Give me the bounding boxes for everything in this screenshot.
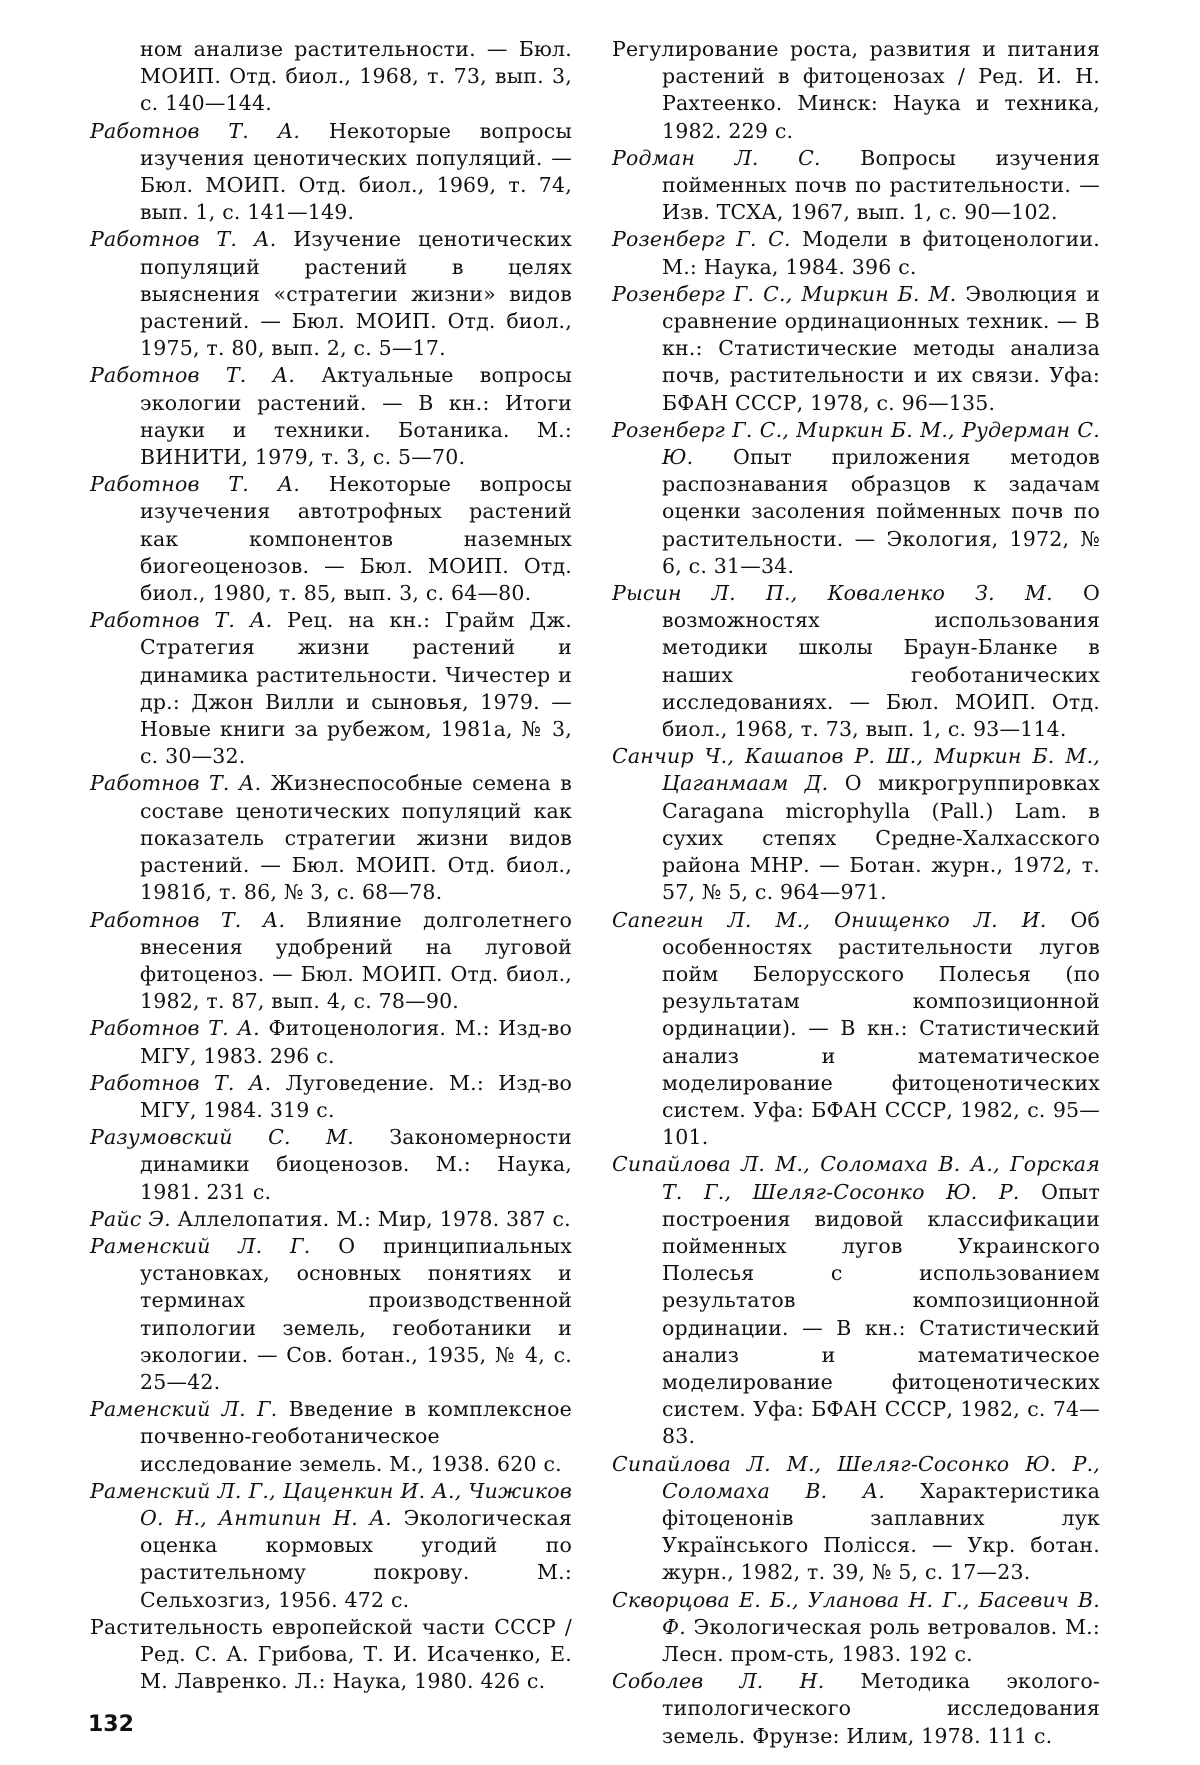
reference-author: Раменский Л. Г., Цаценкин И. А., Чижиков О. Н., Антипин Н. А. [90,1479,572,1530]
reference-entry [612,1151,1100,1450]
reference-entry [612,1587,1100,1669]
reference-author: Розенберг Г. С., Миркин Б. М., Рудерман С. Ю. [612,418,1100,469]
reference-entry [612,417,1100,580]
reference-text: Об особенностях растительности лугов пойм Белорусского Полесья (по результатам композиционной ординации). — В кн.: Статистический анализ и математическое моделирование фитоценотических систем. Уфа: БФАН СССР, 1982, с. 95—101. [662,908,1100,1150]
reference-text: Изучение ценотических популяций растений в целях выяснения «стратегии жизни» видов растений. — Бюл. МОИП. Отд. биол., 1975, т. 80, вып. 2, с. 5—17. [140,227,572,360]
reference-entry [90,226,572,362]
reference-entry [90,1614,572,1696]
reference-text: О возможностях использования методики школы Браун-Бланке в наших геоботанических исследованиях. — Бюл. МОИП. Отд. биол., 1968, т. 73, вып. 1, с. 93—114. [662,581,1100,741]
reference-author: Работнов Т. А. [90,119,300,143]
reference-entry [90,1206,572,1233]
reference-entry [90,1015,572,1069]
reference-entry [90,770,572,906]
reference-author: Сипайлова Л. М., Соломаха В. А., Горская Т. Г., Шеляг-Сосонко Ю. Р. [612,1152,1100,1203]
reference-author: Раменский Л. Г. [90,1397,278,1421]
reference-author: Райс Э. [90,1207,171,1231]
reference-text: Методика эколого-типологического исследования земель. Фрунзе: Илим, 1978. 111 с. [662,1669,1100,1747]
reference-text: Аллелопатия. М.: Мир, 1978. 387 с. [171,1207,571,1231]
reference-text: Фитоценология. М.: Изд-во МГУ, 1983. 296 с. [140,1016,572,1067]
reference-author: Розенберг Г. С. [612,227,791,251]
reference-author: Родман Л. С. [612,146,821,170]
reference-entry [90,1070,572,1124]
reference-entry [612,743,1100,906]
reference-author: Разумовский С. М. [90,1125,354,1149]
reference-text: Растительность европейской части СССР / Ред. С. А. Грибова, Т. И. Исаченко, Е. М. Лавренко. Л.: Наука, 1980. 426 с. [90,1615,572,1693]
reference-author: Работнов Т. А. [90,1016,260,1040]
bibliography-left-column [90,36,572,1695]
reference-author: Работнов Т. А. [90,472,300,496]
reference-author: Сапегин Л. М., Онищенко Л. И. [612,908,1047,932]
reference-text: Некоторые вопросы изучечения автотрофных растений как компонентов наземных биогеоценозов. — Бюл. МОИП. Отд. биол., 1980, т. 85, вып. 3, с. 64—80. [140,472,572,605]
reference-entry [612,907,1100,1152]
reference-entry [90,118,572,227]
reference-text: Экологическая оценка кормовых угодий по растительному покрову. М.: Сельхозгиз, 1956. 472 с. [140,1506,572,1612]
reference-entry [90,1124,572,1206]
reference-entry [90,1396,572,1478]
reference-entry [90,1478,572,1614]
reference-entry [90,907,572,1016]
reference-entry [90,607,572,770]
reference-text: Модели в фитоценологии. М.: Наука, 1984. 396 с. [662,227,1100,278]
reference-author: Работнов Т. А. [90,1071,271,1095]
reference-text: ном анализе растительности. — Бюл. МОИП. Отд. биол., 1968, т. 73, вып. 3, с. 140—144. [140,37,572,115]
reference-author: Работнов Т. А. [90,771,261,795]
reference-text: Характеристика фітоценонів заплавних лук Українського Полісся. — Укр. ботан. журн., 1982, т. 39, № 5, с. 17—23. [662,1479,1100,1585]
reference-author: Сипайлова Л. М., Шеляг-Сосонко Ю. Р., Соломаха В. А. [612,1452,1100,1503]
reference-text: Вопросы изучения пойменных почв по растительности. — Изв. ТСХА, 1967, вып. 1, с. 90—102. [662,146,1100,224]
reference-text: Рец. на кн.: Грайм Дж. Стратегия жизни растений и динамика растительности. Чичестер и др.: Джон Вилли и сыновья, 1979. — Новые книги за рубежом, 1981а, № 3, с. 30—32. [140,608,572,768]
book-page [0,0,1200,1765]
reference-entry [612,36,1100,145]
reference-entry [612,1668,1100,1750]
reference-text: Введение в комплексное почвенно-геоботаническое исследование земель. М., 1938. 620 с. [140,1397,572,1475]
reference-author: Работнов Т. А. [90,227,276,251]
reference-entry [90,1233,572,1396]
reference-text: О принципиальных установках, основных понятиях и терминах производственной типологии земель, геоботаники и экологии. — Сов. ботан., 1935, № 4, с. 25—42. [140,1234,572,1394]
reference-author: Раменский Л. Г. [90,1234,311,1258]
reference-author: Работнов Т. А. [90,363,295,387]
reference-entry [612,145,1100,227]
reference-entry [612,281,1100,417]
reference-entry [612,1451,1100,1587]
reference-entry [612,580,1100,743]
reference-author: Скворцова Е. Б., Уланова Н. Г., Басевич В. Ф. [612,1588,1100,1639]
reference-text: Жизнеспособные семена в составе ценотических популяций как показатель стратегии жизни видов растений. — Бюл. МОИП. Отд. биол., 1981б, т. 86, № 3, с. 68—78. [140,771,572,904]
reference-author: Работнов Т. А. [90,908,285,932]
reference-text: Некоторые вопросы изучения ценотических популяций. — Бюл. МОИП. Отд. биол., 1969, т. 74, вып. 1, с. 141—149. [140,119,572,225]
reference-text: Луговедение. М.: Изд-во МГУ, 1984. 319 с. [140,1071,572,1122]
reference-entry [90,362,572,471]
reference-author: Розенберг Г. С., Миркин Б. М. [612,282,957,306]
reference-text: Регулирование роста, развития и питания растений в фитоценозах / Ред. И. Н. Рахтеенко. Минск: Наука и техника, 1982. 229 с. [612,37,1100,143]
reference-text: Опыт построения видовой классификации пойменных лугов Украинского Полесья с использованием результатов композиционной ординации. — В кн.: Статистический анализ и математическое моделирование фитоценотических систем. Уфа: БФАН СССР, 1982, с. 74—83. [662,1180,1100,1449]
reference-text: Актуальные вопросы экологии растений. — В кн.: Итоги науки и техники. Ботаника. М.: ВИНИТИ, 1979, т. 3, с. 5—70. [140,363,572,469]
reference-entry [90,36,572,118]
reference-text: Эволюция и сравнение ординационных техник. — В кн.: Статистические методы анализа почв, растительности и их связи. Уфа: БФАН СССР, 1978, с. 96—135. [662,282,1100,415]
reference-text: Экологическая роль ветровалов. М.: Лесн. пром-сть, 1983. 192 с. [662,1615,1100,1666]
reference-author: Работнов Т. А. [90,608,272,632]
reference-text: Опыт приложения методов распознавания образцов к задачам оценки засоления пойменных почв по растительности. — Экология, 1972, № 6, с. 31—34. [662,445,1100,578]
bibliography-right-column [612,36,1100,1750]
reference-text: О микрогруппировках Caragana microphylla (Pall.) Lam. в сухих степях Средне-Халхасского района МНР. — Ботан. журн., 1972, т. 57, № 5, с. 964—971. [662,771,1100,904]
page-number: 132 [88,1712,134,1737]
reference-author: Соболев Л. Н. [612,1669,824,1693]
reference-author: Санчир Ч., Кашапов Р. Ш., Миркин Б. М., Цаганмаам Д. [612,744,1100,795]
reference-text: Закономерности динамики биоценозов. М.: Наука, 1981. 231 с. [140,1125,572,1203]
reference-text: Влияние долголетнего внесения удобрений на луговой фитоценоз. — Бюл. МОИП. Отд. биол., 1982, т. 87, вып. 4, с. 78—90. [140,908,572,1014]
reference-entry [612,226,1100,280]
reference-author: Рысин Л. П., Коваленко З. М. [612,581,1053,605]
reference-entry [90,471,572,607]
